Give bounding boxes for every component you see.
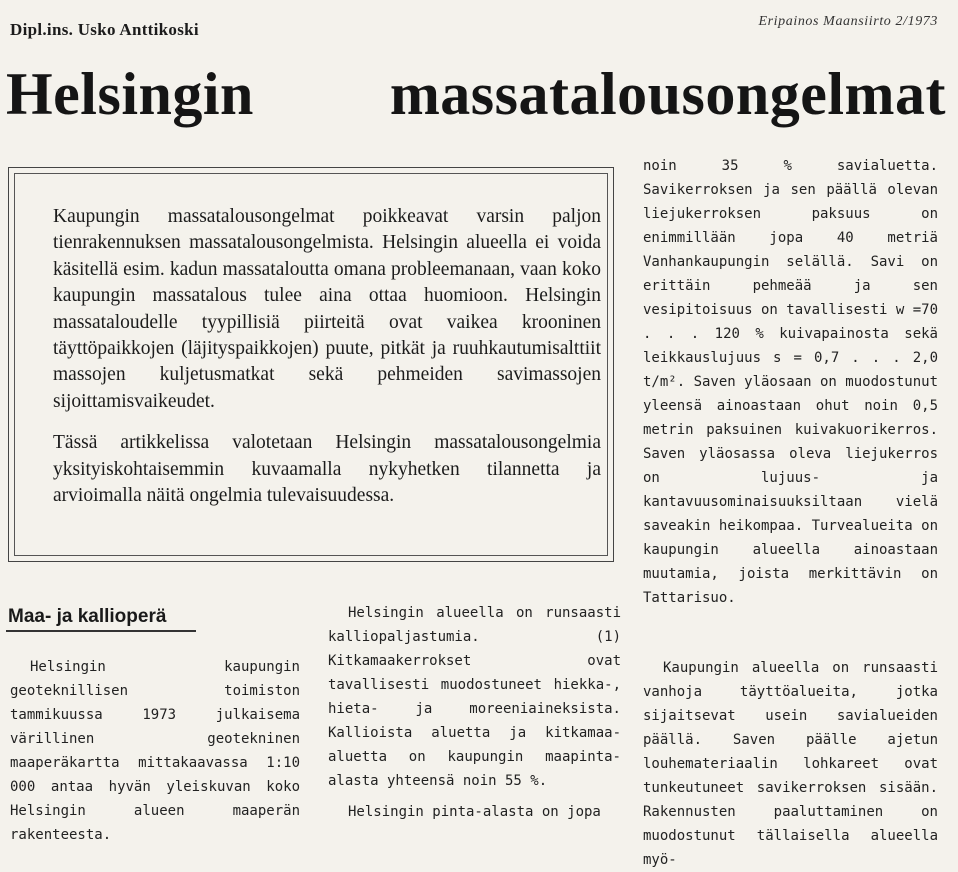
author-name: Dipl.ins. Usko Anttikoski <box>10 20 199 39</box>
abstract-box <box>8 167 614 562</box>
column-2 <box>328 601 621 824</box>
abstract-text <box>53 204 601 509</box>
column-3-paragraph-1: noin 35 % savialuetta. Savikerroksen ja sen päällä olevan liejukerroksen paksuus on enimmillään jopa 40 metriä Vanhankaupungin selällä. Savi on erittäin pehmeää ja sen vesipitoisuus on tavallisesti w =70 . . . 120 % kuivapainosta sekä leikkauslujuus s = 0,7 . . . 2,0 t/m². Saven yläosaan on muodostunut yleensä ainoastaan ohut noin 0,5 metrin paksuinen kuivakuorikerros. Saven yläosassa oleva liejukerros on lujuus- ja kantavuusominaisuuksiltaan vielä saveakin heikompaa. Turvealueita on kaupungin alueella ainoastaan muutamia, joista merkittävin on Tattarisuo. <box>643 158 939 606</box>
section-heading: Maa- ja kallioperä <box>8 606 167 627</box>
reprint-note: Eripainos Maansiirto 2/1973 <box>758 14 938 29</box>
column-1-paragraph: Helsingin kaupungin geoteknillisen toimiston tammikuussa 1973 julkaisema värillinen geotekninen maaperäkartta mittakaavassa 1:10 000 antaa hyvän yleiskuvan koko Helsingin alueen maaperän rakenteesta. <box>10 659 300 843</box>
title-word-2: massatalousongelmat <box>389 61 946 127</box>
title-word-1: Helsingin <box>6 61 254 127</box>
abstract-paragraph-1: Kaupungin massatalousongelmat poikkeavat varsin paljon tienrakennuksen massatalousongelmista. Helsingin alueella ei voida käsitellä esim. kadun massataloutta omana probleemanaan, vaan koko kaupungin massatalous tulee aina ottaa huomioon. Helsingin massataloudelle tyypillisiä piirteitä ovat vaikea krooninen täyttöpaikkojen (läjityspaikkojen) puute, pitkät ja ruuhkautumisalttiit massojen kuljetusmatkat sekä pehmeiden savimassojen sijoittamisvaikeudet. <box>53 206 601 412</box>
article-title <box>6 56 946 132</box>
column-3-paragraph-2: Kaupungin alueella on runsaasti vanhoja täyttöalueita, jotka sijaitsevat usein savialueiden päällä. Saven päälle ajetun louhemateriaalin lohkareet ovat tunkeutuneet savikerroksen sisään. Rakennusten paaluttaminen on muodostunut tällaisella alueella myö- <box>643 660 938 868</box>
abstract-paragraph-2: Tässä artikkelissa valotetaan Helsingin massatalousongelmia yksityiskohtaisemmin kuvaamalla nykyhetken tilannetta ja arvioimalla näitä ongelmia tulevaisuudessa. <box>53 432 601 507</box>
column-3 <box>643 154 938 872</box>
heading-underline <box>6 630 196 632</box>
column-1 <box>10 655 300 847</box>
column-2-paragraph-2: Helsingin pinta-alasta on jopa <box>348 804 601 820</box>
column-2-paragraph-1: Helsingin alueella on runsaasti kalliopaljastumia. (1) Kitkamaakerrokset ovat tavallisesti muodostuneet hiekka-, hieta- ja moreeniaineksista. Kallioista aluetta ja kitkamaa-aluetta on kaupungin maapinta-alasta yhteensä noin 55 %. <box>328 605 621 789</box>
